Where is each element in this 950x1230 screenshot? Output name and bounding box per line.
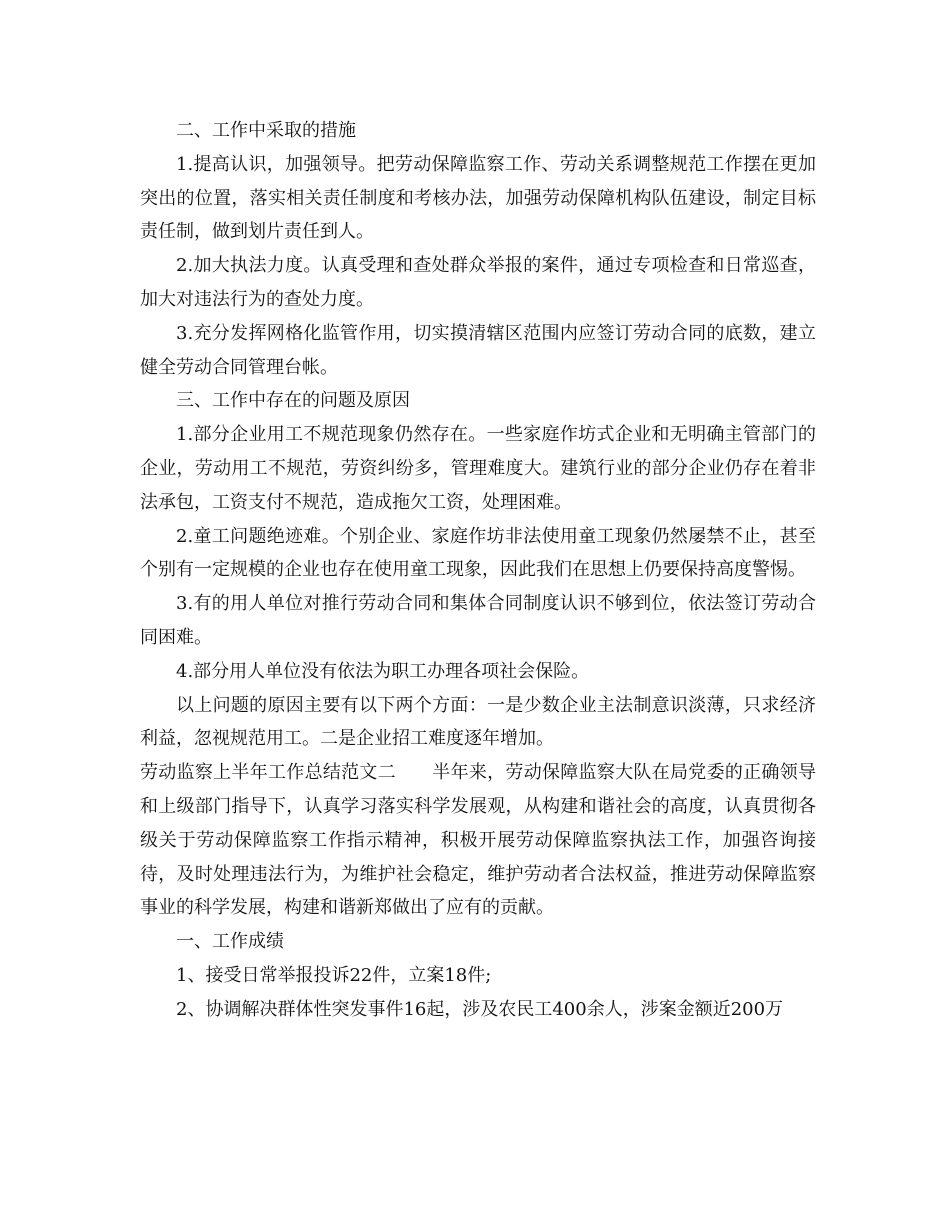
paragraph-achievement-2: 2、协调解决群体性突发事件16起，涉及农民工400余人，涉案金额近200万 — [176, 998, 784, 1020]
section-heading-problems: 三、工作中存在的问题及原因 — [176, 390, 410, 412]
paragraph-problem-4: 4.部分用人单位没有依法为职工办理各项社会保险。 — [176, 660, 590, 682]
paragraph-problem-3: 3.有的用人单位对推行劳动合同和集体合同制度认识不够到位，依法签订劳动合同困难。 — [140, 593, 816, 648]
paragraph-causes: 以上问题的原因主要有以下两个方面：一是少数企业主法制意识淡薄，只求经济利益，忽视规范用工。二是企业招工难度逐年增加。 — [140, 694, 816, 750]
paragraph-problem-1: 1.部分企业用工不规范现象仍然存在。一些家庭作坊式企业和无明确主管部门的企业，劳动用工不规范，劳资纠纷多，管理难度大。建筑行业的部分企业仍存在着非法承包，工资支付不规范，造成拖欠工资，处理困难。 — [140, 424, 816, 513]
section-heading-achievements: 一、工作成绩 — [176, 931, 284, 953]
paragraph-measure-2: 2.加大执法力度。认真受理和查处群众举报的案件，通过专项检查和日常巡查，加大对违法行为的查处力度。 — [140, 255, 816, 310]
paragraph-achievement-1: 1、接受日常举报投诉22件，立案18件; — [176, 964, 492, 986]
second-summary-title: 劳动监察上半年工作总结范文二 — [140, 762, 396, 784]
paragraph-problem-2: 2.童工问题绝迹难。个别企业、家庭作坊非法使用童工现象仍然屡禁不止，甚至个别有一定规模的企业也存在使用童工现象，因此我们在思想上仍要保持高度警惕。 — [140, 525, 816, 581]
paragraph-second-summary — [140, 756, 816, 925]
section-heading-measures: 二、工作中采取的措施 — [176, 120, 356, 141]
second-summary-intro: 半年来，劳动保障监察大队在局党委的正确领导和上级部门指导下，认真学习落实科学发展观，从构建和谐社会的高度，认真贯彻各级关于劳动保障监察工作指示精神，积极开展劳动保障监察执法工作，加强咨询接待，及时处理违法行为，为维护社会稳定，维护劳动者合法权益，推进劳动保障监察事业的科学发展，构建和谐新郑做出了应有的贡献。 — [140, 762, 816, 919]
paragraph-measure-1: 1.提高认识，加强领导。把劳动保障监察工作、劳动关系调整规范工作摆在更加突出的位置，落实相关责任制度和考核办法，加强劳动保障机构队伍建设，制定目标责任制，做到划片责任到人。 — [140, 153, 816, 243]
paragraph-measure-3: 3.充分发挥网格化监管作用，切实摸清辖区范围内应签订劳动合同的底数，建立健全劳动合同管理台帐。 — [140, 322, 816, 378]
document-body — [140, 114, 816, 1027]
